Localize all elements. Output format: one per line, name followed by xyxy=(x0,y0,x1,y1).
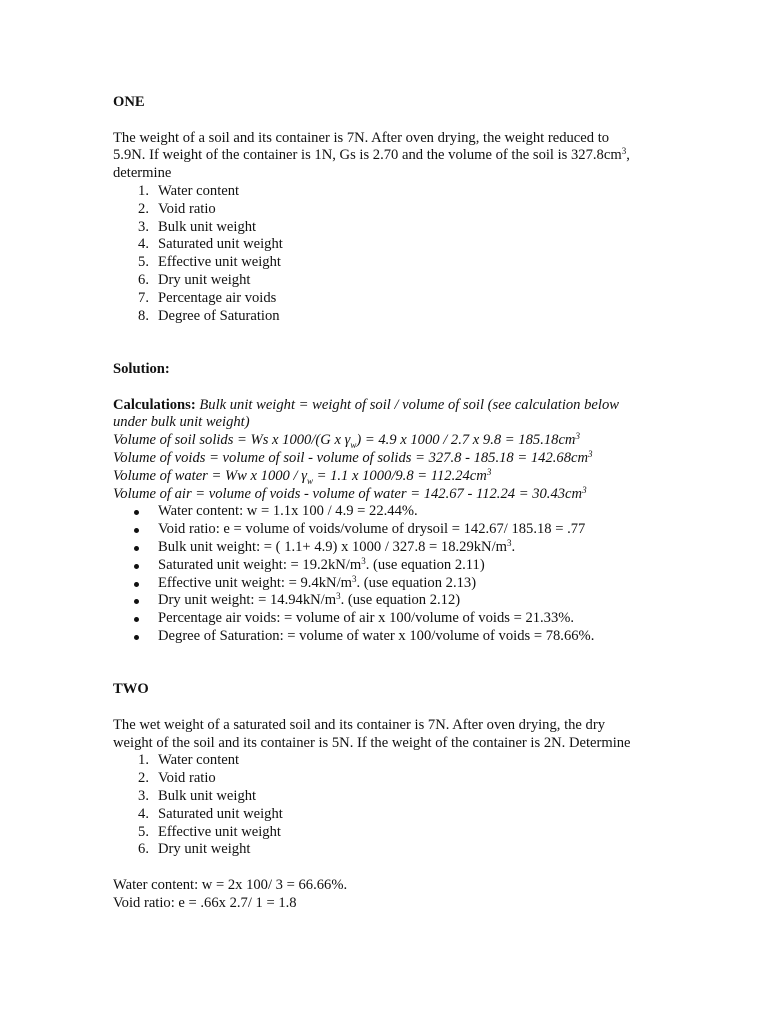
bullet-icon xyxy=(134,528,139,533)
calc-line: Volume of air = volume of voids - volume of water = $142.67 - 112.24 = 30.43cm^3$ xyxy=(113,484,587,502)
list-item: 4. Saturated unit weight xyxy=(138,236,283,253)
list-item: 3. Bulk unit weight xyxy=(138,218,257,235)
section-two-problem xyxy=(113,717,673,753)
list-item: 1. Water content xyxy=(138,182,240,199)
answer-line: Void ratio: e = .66x 2.7/ 1 = 1.8 xyxy=(113,894,297,911)
bullet-icon xyxy=(134,510,139,515)
section-two-task-list xyxy=(113,752,673,859)
document-page xyxy=(113,94,673,913)
problem-line: The wet weight of a saturated soil and its container is 7N. After oven drying, the dry xyxy=(113,716,606,733)
bullet-icon xyxy=(134,564,139,569)
calc-intro-line: under bulk unit weight) xyxy=(113,414,250,431)
section-one-results-list xyxy=(113,503,673,645)
list-item: 5. Effective unit weight xyxy=(138,254,281,271)
section-one-task-list xyxy=(113,183,673,325)
section-two-answers xyxy=(113,877,673,913)
answer-line: Water content: w = 2x 100/ 3 = 66.66%. xyxy=(113,877,348,894)
list-item: 6. Dry unit weight xyxy=(138,271,251,288)
solution-heading: Solution: xyxy=(113,360,170,377)
calculations-block xyxy=(113,397,673,504)
list-item: 7. Percentage air voids xyxy=(138,289,277,306)
list-item: 1. Water content xyxy=(138,752,240,769)
problem-line: determine xyxy=(113,165,172,182)
list-item: 3. Bulk unit weight xyxy=(138,788,257,805)
problem-line: 5.9N. If weight of the container is 1N, Gs is 2.70 and the volume of the soil is $327.8cm^3$, xyxy=(113,146,630,164)
list-item: 5. Effective unit weight xyxy=(138,823,281,840)
problem-line: The weight of a soil and its container is 7N. After oven drying, the weight reduced to xyxy=(113,129,610,146)
list-item: Effective unit weight: = $9.4kN/m^3$. (use equation 2.13) xyxy=(113,575,673,593)
section-one-heading: ONE xyxy=(113,94,145,110)
bullet-icon xyxy=(134,635,139,640)
list-item: Degree of Saturation: = volume of water x 100/volume of voids = 78.66%. xyxy=(113,628,673,646)
list-item: Dry unit weight: = $14.94kN/m^3$. (use equation 2.12) xyxy=(113,592,673,610)
list-item: Bulk unit weight: = ( 1.1+ 4.9) x $1000 / 327.8 = 18.29kN/m^3$. xyxy=(113,539,673,557)
list-item: 4. Saturated unit weight xyxy=(138,805,283,822)
calc-line: Volume of soil solids = Ws x 1000/(G x $\gamma_w) = 4.9$ x 1000 / 2.7 x $9.8 = 185.18cm^3$ xyxy=(113,431,580,451)
list-item: Void ratio: e = volume of voids/volume of drysoil = 142.67/ 185.18 = .77 xyxy=(113,521,673,539)
bullet-icon xyxy=(134,546,139,551)
problem-line: weight of the soil and its container is 5N. If the weight of the container is 2N. Determine xyxy=(113,734,631,751)
bullet-icon xyxy=(134,599,139,604)
list-item: Percentage air voids: = volume of air x 100/volume of voids = 21.33%. xyxy=(113,610,673,628)
bullet-icon xyxy=(134,617,139,622)
list-item: 6. Dry unit weight xyxy=(138,841,251,858)
list-item: 2. Void ratio xyxy=(138,200,216,217)
list-item: Water content: w = 1.1x 100 / 4.9 = 22.44%. xyxy=(113,503,673,521)
calculations-label: Calculations: xyxy=(113,396,196,413)
list-item: Saturated unit weight: = $19.2kN/m^3$. (use equation 2.11) xyxy=(113,557,673,575)
list-item: 8. Degree of Saturation xyxy=(138,307,280,324)
calc-line: Volume of water = Ww x $1000 / \gamma_w = 1.1$ x $1000/9.8 = 112.24cm^3$ xyxy=(113,466,492,486)
section-one-problem xyxy=(113,130,673,183)
section-two-heading: TWO xyxy=(113,681,149,698)
bullet-icon xyxy=(134,582,139,587)
calc-intro-line: Calculations: Bulk unit weight = weight of soil / volume of soil (see calculation below xyxy=(113,396,619,413)
calc-line: Volume of voids = volume of soil - volume of solids = $327.8 - 185.18 = 142.68cm^3$ xyxy=(113,448,593,466)
list-item: 2. Void ratio xyxy=(138,770,216,787)
